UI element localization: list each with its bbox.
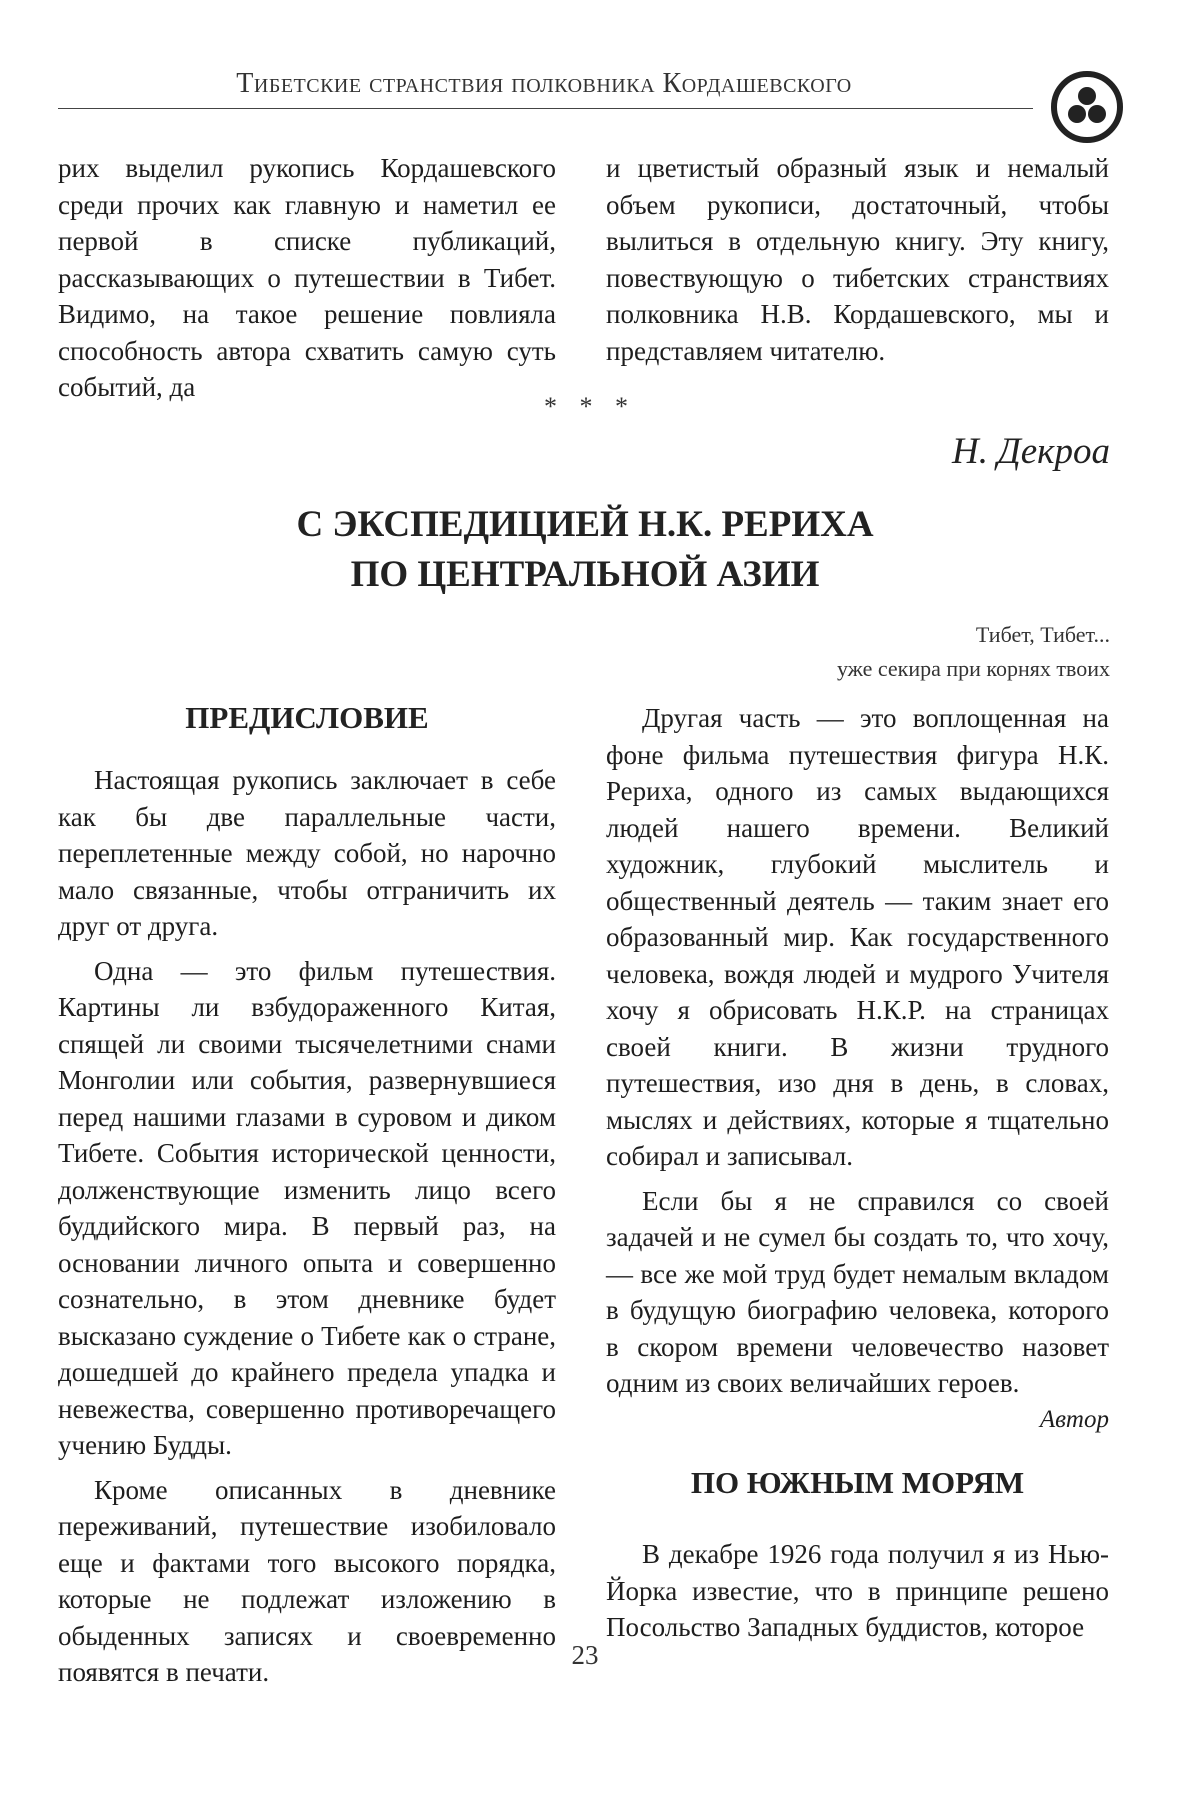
preface-left-column — [58, 762, 556, 1691]
preface-paragraph-4: Другая часть — это воплощенная на фоне фильма путешествия фигура Н.К. Рериха, одного из самых выдающихся людей нашего времени. Великий художник, глубокий мыслитель и общественный деятель — таким знает его образованный мир. Как государственного человека, вождя людей и мудрого Учителя хочу я обрисовать Н.К.Р. на страницах своей книги. В жизни трудного путешествия, изо дня в день, в словах, мыслях и действиях, которые я тщательно собирал и записывал. — [606, 703, 1109, 1171]
running-header: Тибетские странствия полковника Кордашевского — [236, 68, 852, 99]
intro-right-column — [606, 150, 1109, 369]
chapter-title-line-1: С ЭКСПЕДИЦИЕЙ Н.К. РЕРИХА — [296, 504, 874, 545]
preface-signature: Автор — [1039, 1405, 1109, 1433]
southern-seas-heading: ПО ЮЖНЫМ МОРЯМ — [690, 1465, 1025, 1500]
preface-paragraph-5: Если бы я не справился со своей задачей и не сумел бы создать то, что хочу, — все же мой труд будет немалым вкладом в будущую биографию человека, которого в скором времени человечество назовет одним из своих величайших героев. — [606, 1185, 1109, 1398]
intro-left-column — [58, 150, 556, 406]
preface-paragraph-3: Кроме описанных в дневнике переживаний, путешествие изобиловало еще и фактами того высокого порядка, которые не подлежат изложению в обыденных записях и своевременно появятся в печати. — [58, 1474, 556, 1687]
epigraph-line-2: уже секира при корнях твоих — [836, 656, 1110, 681]
header-rule — [58, 108, 1033, 109]
intro-signature: Н. Декроа — [952, 431, 1110, 472]
epigraph — [700, 618, 1110, 686]
intro-right-paragraph: и цветистый образный язык и немалый объем рукописи, достаточный, чтобы вылиться в отдельную книгу. Эту книгу, повествующую о тибетских странствиях полковника Н.В. Кордашевского, мы и представляем читателю. — [606, 153, 1109, 366]
page-number: 23 — [571, 1640, 599, 1670]
preface-paragraph-1: Настоящая рукопись заключает в себе как бы две параллельные части, переплетенные между собой, но нарочно мало связанные, чтобы отграничить их друг от друга. — [58, 765, 556, 941]
preface-paragraph-2: Одна — это фильм путешествия. Картины ли взбудораженного Китая, спящей ли своими тысячелетними снами Монголии или события, развернувшиеся перед нашими глазами в суровом и диком Тибете. События исторической ценности, долженствующие изменить лицо всего буддийского мира. В первый раз, на основании личного опыта и совершенно сознательно, в этом дневнике будет высказано суждение о Тибете как о стране, дошедшей до крайнего предела упадка и невежества, совершенно противоречащего учению Будды. — [58, 955, 556, 1460]
epigraph-line-1: Тибет, Тибет... — [975, 622, 1110, 647]
section-separator: * * * — [544, 392, 636, 421]
intro-left-paragraph: рих выделил рукопись Кордашевского среди прочих как главную и наметил ее первой в списке публикаций, рассказывающих о путешествии в Тибет. Видимо, на такое решение повлияла способность автора схватить самую суть событий, да — [58, 153, 556, 402]
banner-of-peace-icon — [1050, 70, 1124, 144]
southern-seas-paragraph: В декабре 1926 года получил я из Нью-Йорка известие, что в принципе решено Посольство Западных буддистов, которое — [606, 1539, 1109, 1642]
preface-heading: ПРЕДИСЛОВИЕ — [185, 700, 429, 735]
chapter-title — [0, 500, 1170, 600]
chapter-title-line-2: ПО ЦЕНТРАЛЬНОЙ АЗИИ — [350, 554, 820, 595]
southern-seas-column — [606, 1536, 1109, 1646]
preface-right-column — [606, 700, 1109, 1438]
